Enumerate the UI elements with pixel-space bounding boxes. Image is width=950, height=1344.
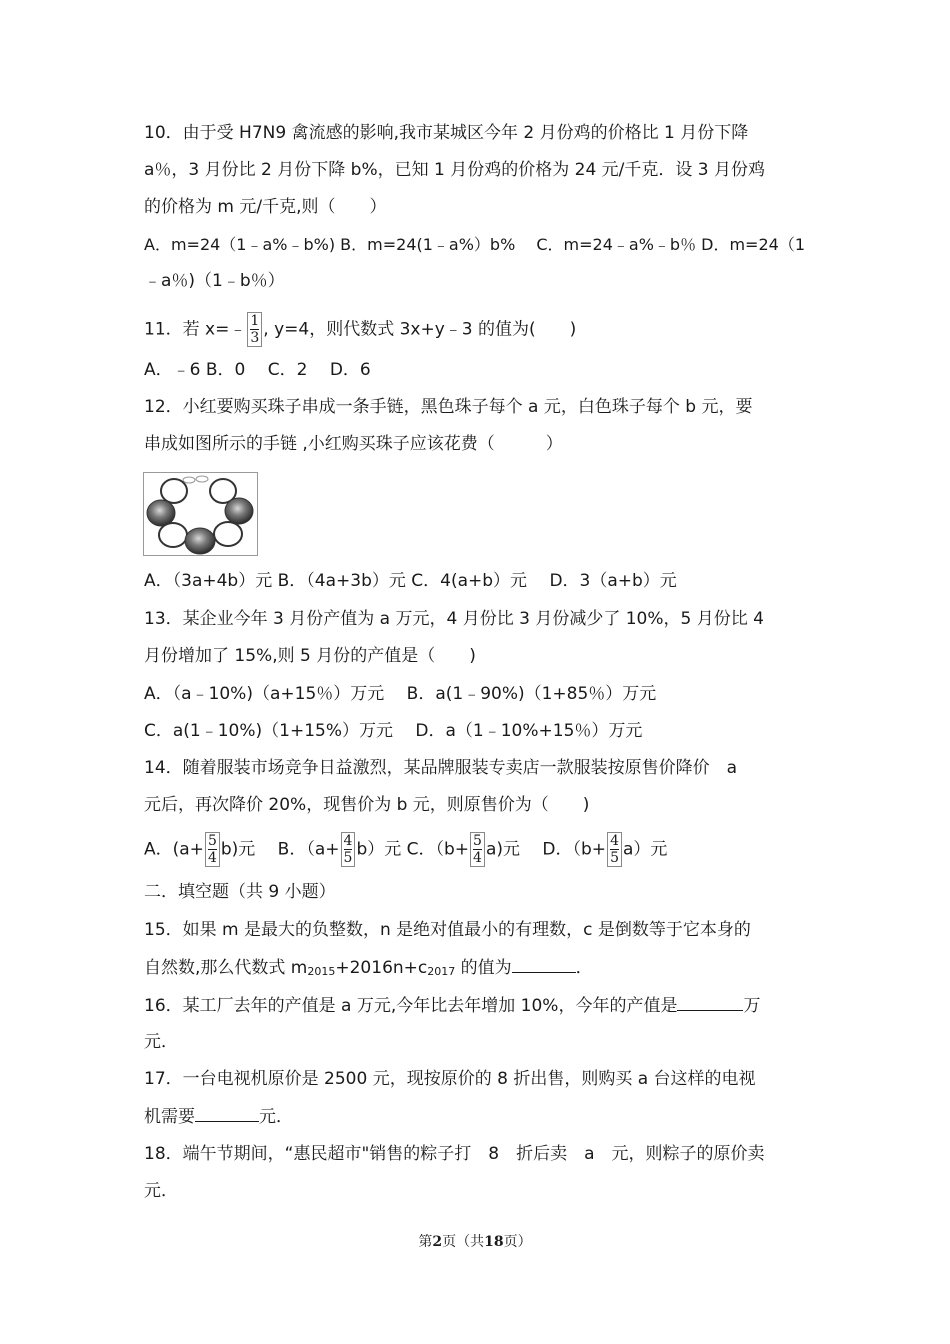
footer-pre: 第	[418, 1234, 433, 1250]
q17-answer-blank[interactable]	[195, 1105, 259, 1122]
q18-line-1: 18．端午节期间，“惠民超市"销售的粽子打 8 折后卖 a 元，则粽子的原价卖	[144, 1144, 765, 1164]
q14-frac-c-den: 4	[473, 850, 482, 866]
q12-line-1: 12．小红要购买珠子串成一条手链，黑色珠子每个 a 元，白色珠子每个 b 元，要	[144, 397, 753, 417]
q10-line-1: 10．由于受 H7N9 禽流感的影响,我市某城区今年 2 月份鸡的价格比 1 月份下降	[144, 123, 749, 143]
q12-line-2: 串成如图所示的手链 ,小红购买珠子应该花费（ ）	[144, 434, 563, 454]
q16-line-2: 元．	[144, 1032, 178, 1052]
q11-frac-num: 1	[250, 313, 260, 329]
q14-line-2: 元后，再次降价 20%，现售价为 b 元，则原售价为（ )	[144, 795, 590, 815]
q13-options-cd: C．a(1﹣10%)（1+15%）万元 D．a（1﹣10%+15％）万元	[144, 721, 643, 741]
q16-post: 万	[743, 996, 761, 1016]
q18-line-2: 元．	[144, 1181, 178, 1201]
q15-line-2	[144, 956, 593, 981]
footer-total-pages: 18	[484, 1234, 504, 1250]
q14-options	[144, 832, 667, 867]
footer-post: 页）	[503, 1234, 532, 1250]
bracelet-figure	[143, 472, 258, 556]
q10-options-cont: ﹣a％)（1﹣b％）	[144, 271, 285, 291]
q14-line-1: 14．随着服装市场竞争日益激烈，某品牌服装专卖店一款服装按原售价降价 a	[144, 758, 738, 778]
page-footer	[0, 1231, 950, 1251]
q14-frac-a-num: 5	[207, 833, 217, 849]
q14-opt-a-pre: A．(a+	[144, 839, 204, 860]
q15-exp-2: 2017	[427, 965, 456, 978]
q15-answer-blank[interactable]	[512, 956, 576, 973]
q11-stem	[144, 312, 576, 347]
q14-frac-b-den: 5	[343, 850, 353, 866]
q14-frac-a	[205, 832, 220, 867]
footer-mid: 页（共	[442, 1234, 485, 1250]
q13-line-2: 月份增加了 15%,则 5 月份的产值是（ )	[144, 646, 476, 666]
q15-post: 的值为	[455, 958, 512, 978]
q17-line-1: 17．一台电视机原价是 2500 元，现按原价的 8 折出售，则购买 a 台这样的电视	[144, 1069, 756, 1089]
q16-answer-blank[interactable]	[677, 994, 743, 1011]
q14-frac-b-num: 4	[343, 833, 353, 849]
q10-options: A．m=24（1﹣a%﹣b%) B．m=24(1﹣a%）b% C．m=24﹣a%﹣b％ D．m=24（1	[144, 235, 806, 254]
bracelet-beads-image	[144, 473, 257, 555]
q11-frac-den: 3	[250, 330, 260, 346]
q14-frac-c	[470, 832, 485, 867]
q11-stem-pre: 11．若 x=﹣	[144, 319, 247, 340]
q14-opt-c-post: a)元 D．（b+	[485, 839, 607, 860]
q14-frac-d-den: 5	[610, 850, 619, 866]
q12-options: A．（3a+4b）元 B．（4a+3b）元 C．4(a+b）元 D．3（a+b）元	[144, 571, 677, 591]
q15-end: ．	[575, 958, 593, 978]
q14-frac-a-den: 4	[207, 850, 217, 866]
q17-post: 元．	[259, 1107, 293, 1127]
q11-options: A．﹣6 B．0 C．2 D．6	[144, 360, 371, 380]
q16-pre: 16．某工厂去年的产值是 a 万元,今年比去年增加 10%，今年的产值是	[144, 996, 678, 1016]
q11-stem-post: , y=4，则代数式 3x+y﹣3 的值为( )	[263, 319, 577, 340]
q15-pre: 自然数,那么代数式 m	[144, 958, 308, 978]
q10-line-3: 的价格为 m 元/千克,则（ ）	[144, 197, 387, 217]
footer-page-number: 2	[432, 1234, 443, 1250]
q15-exp-1: 2015	[307, 965, 336, 978]
q14-frac-c-num: 5	[473, 833, 482, 849]
q13-options-ab: A．（a﹣10%)（a+15％）万元 B．a(1﹣90%)（1+85％）万元	[144, 684, 657, 704]
q10-line-2: a％，3 月份比 2 月份下降 b%，已知 1 月份鸡的价格为 24 元/千克．设 3 月份鸡	[144, 160, 766, 180]
q14-frac-d	[607, 832, 622, 867]
q14-frac-b	[341, 832, 356, 867]
q14-opt-d-post: a）元	[622, 839, 668, 860]
q11-fraction	[247, 312, 262, 347]
q14-opt-a-post: b)元 B．（a+	[220, 839, 340, 860]
section-heading: 二．填空题（共 9 小题）	[144, 882, 336, 902]
q15-line-1: 15．如果 m 是最大的负整数，n 是绝对值最小的有理数，c 是倒数等于它本身的	[144, 920, 751, 940]
q17-pre: 机需要	[144, 1107, 195, 1127]
q17-line-2	[144, 1105, 293, 1128]
q15-mid: +2016n+c	[335, 958, 428, 978]
q14-opt-b-post: b）元 C．（b+	[356, 839, 470, 860]
q16-line-1	[144, 994, 760, 1017]
q13-line-1: 13．某企业今年 3 月份产值为 a 万元，4 月份比 3 月份减少了 10%，5 月份比 4	[144, 609, 764, 629]
q14-frac-d-num: 4	[610, 833, 619, 849]
